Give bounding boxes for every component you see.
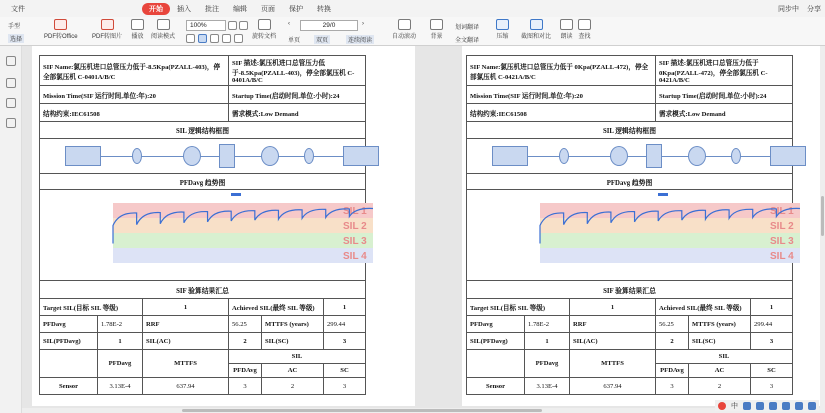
block-diagram: [40, 139, 366, 174]
row-name: Sensor: [40, 378, 98, 395]
col-sub-pfd-header: PFDAvg: [656, 364, 689, 378]
continuous-read-button[interactable]: 连续阅读: [346, 35, 374, 44]
toolbar: [0, 17, 825, 46]
legend-swatch: [658, 193, 668, 196]
flow-block-2: [610, 146, 628, 166]
col-pfd-header: PFDavg: [525, 350, 570, 378]
sil-pfd-label: SIL(PFDavg): [40, 333, 98, 350]
menu-tabs: [142, 3, 338, 15]
sil-sc-label: SIL(SC): [262, 333, 324, 350]
mission-time: Mission Time(SIF 运行时间,单位:年):20: [40, 86, 229, 104]
sif-desc: SIF 描述:氯压机进口总管压力低于-8.5Kpa(PZALL-403)，停全部氯压机 C-0401A/B/C: [229, 56, 366, 86]
sil-band-4: [113, 248, 373, 263]
flow-diagram: [43, 140, 362, 172]
sync-status[interactable]: 同步中: [778, 6, 799, 13]
block-diagram-title: SIL 逻辑结构框图: [40, 122, 366, 139]
sif-name: SIF Name:氯压机进口总管压力低于 0Kpa(PZALL-472)，停全部氯压机 C-0421A/B/C: [467, 56, 656, 86]
emoji-icon[interactable]: [756, 402, 764, 410]
sil-sc-label: SIL(SC): [689, 333, 751, 350]
scissors-icon: [530, 19, 543, 30]
horizontal-scrollbar[interactable]: [22, 408, 825, 413]
vertical-scrollbar[interactable]: [820, 46, 825, 408]
row-sil-pfd: 3: [656, 378, 689, 395]
target-sil-value: 1: [143, 299, 229, 316]
structure-constraint: 结构约束:IEC61508: [40, 104, 229, 122]
demand-mode: 需求模式:Low Demand: [656, 104, 793, 122]
rrf-value: 56.25: [656, 316, 689, 333]
col-sub-pfd-header: PFDAvg: [229, 364, 262, 378]
achieved-sil-value: 1: [324, 299, 366, 316]
single-page-button[interactable]: 单页: [288, 38, 301, 44]
bookmark-icon[interactable]: [6, 78, 16, 88]
flow-block-1: [132, 148, 142, 164]
sil-band-label-1: SIL 1: [770, 206, 794, 217]
row-ac: 2: [689, 378, 751, 395]
sil-band-label-2: SIL 2: [770, 221, 794, 232]
flow-block-2: [183, 146, 201, 166]
sil-band-3: [540, 233, 800, 248]
speaker-icon: [560, 19, 573, 30]
achieved-sil-value: 1: [751, 299, 793, 316]
actual-size-icon[interactable]: [210, 34, 219, 43]
sil-band-3: [113, 233, 373, 248]
zoom-out-icon[interactable]: [239, 21, 248, 30]
sif-table: [39, 55, 366, 395]
pfd-chart: [43, 191, 367, 279]
zoom-select[interactable]: 100%: [186, 20, 226, 31]
flow-block-5: [304, 148, 314, 164]
sil-sc-value: 3: [751, 333, 793, 350]
attachment-icon[interactable]: [6, 98, 16, 108]
fit-width-icon[interactable]: [198, 34, 207, 43]
sil-band-label-4: SIL 4: [343, 251, 367, 262]
fit-page-icon[interactable]: [186, 34, 195, 43]
pdf-page-left: [32, 46, 415, 406]
page-number-input[interactable]: 29/0: [300, 20, 358, 31]
keyboard-icon[interactable]: [782, 402, 790, 410]
mttfs-label: MTTFS (years): [262, 316, 324, 333]
trend-chart-title: PFDavg 趋势图: [467, 174, 793, 190]
legend-swatch: [231, 193, 241, 196]
subsystem-header: [467, 350, 525, 378]
screenshot-button[interactable]: 截图和对比: [521, 19, 551, 40]
columns-icon[interactable]: [234, 34, 243, 43]
trend-chart: [40, 190, 366, 281]
col-pfd-header: PFDavg: [98, 350, 143, 378]
sil-band-4: [540, 248, 800, 263]
rrf-label: RRF: [570, 316, 656, 333]
flow-connector: [500, 156, 790, 157]
menu-tab-6[interactable]: 转换: [317, 5, 331, 13]
sil-band-2: [540, 218, 800, 233]
flow-block-4: [261, 146, 279, 166]
rrf-label: RRF: [143, 316, 229, 333]
flow-diagram: [470, 140, 789, 172]
pdf-icon: [54, 19, 67, 30]
menu-tab-2[interactable]: 批注: [205, 5, 219, 13]
rotate-button[interactable]: 旋转文档: [252, 19, 276, 40]
mttfs-value: 299.44: [324, 316, 366, 333]
next-page-icon[interactable]: ›: [362, 21, 364, 27]
row-mttfs: 637.94: [570, 378, 656, 395]
structure-constraint: 结构约束:IEC61508: [467, 104, 656, 122]
flow-block-3: [219, 144, 235, 168]
startup-time: Startup Time(启动时间,单位:小时):24: [229, 86, 366, 104]
share-button[interactable]: 分享: [807, 6, 821, 13]
read-aloud-button[interactable]: 朗读: [560, 19, 573, 40]
sil-pfd-label: SIL(PFDavg): [467, 333, 525, 350]
table-row: [40, 378, 366, 395]
flow-block-6: [343, 146, 379, 166]
col-sil-header: SIL: [229, 350, 366, 364]
menu-bar: [0, 0, 825, 17]
sync-area: [778, 4, 821, 14]
ime-indicator[interactable]: 中: [731, 402, 738, 410]
col-sc-header: SC: [751, 364, 793, 378]
menu-tab-3[interactable]: 编辑: [233, 5, 247, 13]
summary-title: SIF 验算结果汇总: [467, 281, 793, 299]
flow-connector: [73, 156, 363, 157]
target-sil-label: Target SIL(目标 SIL 等级): [467, 299, 570, 316]
pfd-label: PFDavg: [40, 316, 98, 333]
thumbnail-icon[interactable]: [6, 56, 16, 66]
flow-block-1: [559, 148, 569, 164]
scroll-icon: [398, 19, 411, 30]
pdf-to-office-button[interactable]: PDF转Office: [44, 19, 78, 40]
startup-time: Startup Time(启动时间,单位:小时):24: [656, 86, 793, 104]
double-page-button[interactable]: 双页: [314, 35, 330, 44]
sil-band-2: [113, 218, 373, 233]
block-diagram: [467, 139, 793, 174]
achieved-sil-label: Achieved SIL(最终 SIL 等级): [229, 299, 324, 316]
pfd-trend-svg: [470, 191, 810, 279]
sil-ac-value: 2: [229, 333, 262, 350]
col-sil-header: SIL: [656, 350, 793, 364]
mttfs-label: MTTFS (years): [689, 316, 751, 333]
row-mttfs: 637.94: [143, 378, 229, 395]
flow-block-0: [492, 146, 528, 166]
menu-tab-0[interactable]: 开始: [142, 3, 170, 15]
sil-band-label-3: SIL 3: [770, 236, 794, 247]
mission-time: Mission Time(SIF 运行时间,单位:年):20: [467, 86, 656, 104]
rotate-icon: [258, 19, 271, 30]
sil-sc-value: 3: [324, 333, 366, 350]
search-icon: [578, 19, 591, 30]
flow-block-3: [646, 144, 662, 168]
col-ac-header: AC: [262, 364, 324, 378]
row-pfd: 3.13E-4: [98, 378, 143, 395]
target-sil-value: 1: [570, 299, 656, 316]
signature-icon[interactable]: [6, 118, 16, 128]
target-sil-label: Target SIL(目标 SIL 等级): [40, 299, 143, 316]
sil-pfd-value: 1: [525, 333, 570, 350]
vertical-scroll-thumb[interactable]: [821, 196, 824, 236]
table-row: [467, 378, 793, 395]
flow-block-6: [770, 146, 806, 166]
toolbox-icon[interactable]: [808, 402, 816, 410]
menu-tab-5[interactable]: 保护: [289, 5, 303, 13]
pfd-value: 1.78E-2: [98, 316, 143, 333]
pdf-page-right: [462, 46, 824, 406]
block-diagram-title: SIL 逻辑结构框图: [467, 122, 793, 139]
row-name: Sensor: [467, 378, 525, 395]
sil-ac-label: SIL(AC): [143, 333, 229, 350]
pfd-value: 1.78E-2: [525, 316, 570, 333]
horizontal-scroll-thumb[interactable]: [182, 409, 542, 412]
sil-pfd-value: 1: [98, 333, 143, 350]
prev-page-icon[interactable]: ‹: [288, 21, 290, 27]
skin-icon[interactable]: [795, 402, 803, 410]
auto-scroll-button[interactable]: 自动滚动: [392, 19, 416, 40]
sil-band-label-3: SIL 3: [343, 236, 367, 247]
punctuation-icon[interactable]: [743, 402, 751, 410]
rrf-value: 56.25: [229, 316, 262, 333]
row-sc: 3: [324, 378, 366, 395]
pfd-label: PFDavg: [467, 316, 525, 333]
system-tray: [715, 400, 819, 411]
flow-block-5: [731, 148, 741, 164]
background-icon: [430, 19, 443, 30]
row-ac: 2: [262, 378, 324, 395]
read-mode-button[interactable]: 阅读模式: [151, 19, 175, 40]
sogou-icon[interactable]: [718, 402, 726, 410]
menu-tab-1[interactable]: 插入: [177, 5, 191, 13]
summary-title: SIF 验算结果汇总: [40, 281, 366, 299]
compress-button[interactable]: 压缩: [496, 19, 509, 40]
pfd-chart: [470, 191, 794, 279]
mttfs-value: 299.44: [751, 316, 793, 333]
sil-band-label-1: SIL 1: [343, 206, 367, 217]
sif-desc: SIF 描述:氯压机进口总管压力低于 0Kpa(PZALL-472)，停全部氯压机 C-0421A/B/C: [656, 56, 793, 86]
sil-band-label-4: SIL 4: [770, 251, 794, 262]
file-menu[interactable]: 文件: [11, 5, 25, 13]
row-sc: 3: [751, 378, 793, 395]
col-ac-header: AC: [689, 364, 751, 378]
mic-icon[interactable]: [769, 402, 777, 410]
trend-chart: [467, 190, 793, 281]
select-tool[interactable]: 选择: [8, 34, 24, 43]
flow-block-0: [65, 146, 101, 166]
pfd-trend-svg: [43, 191, 383, 279]
col-mttfs-header: MTTFS: [143, 350, 229, 378]
menu-tab-4[interactable]: 页面: [261, 5, 275, 13]
left-sidebar: [0, 46, 22, 413]
background-button[interactable]: 背景: [430, 19, 443, 40]
sil-ac-label: SIL(AC): [570, 333, 656, 350]
col-mttfs-header: MTTFS: [570, 350, 656, 378]
hand-tool[interactable]: 手型: [8, 24, 21, 30]
compress-icon: [496, 19, 509, 30]
row-sil-pfd: 3: [229, 378, 262, 395]
row-pfd: 3.13E-4: [525, 378, 570, 395]
sif-name: SIF Name:氯压机进口总管压力低于-8.5Kpa(PZALL-403)，停全部氯压机 C-0401A/B/C: [40, 56, 229, 86]
demand-mode: 需求模式:Low Demand: [229, 104, 366, 122]
translate-word-button[interactable]: 划词翻译: [455, 25, 480, 31]
col-sc-header: SC: [324, 364, 366, 378]
find-button[interactable]: 查找: [578, 19, 591, 40]
achieved-sil-label: Achieved SIL(最终 SIL 等级): [656, 299, 751, 316]
image-icon: [101, 19, 114, 30]
trend-chart-title: PFDavg 趋势图: [40, 174, 366, 190]
book-icon: [157, 19, 170, 30]
pdf-to-image-button[interactable]: PDF转图片: [92, 19, 122, 40]
subsystem-header: [40, 350, 98, 378]
sil-band-label-2: SIL 2: [343, 221, 367, 232]
play-icon: [131, 19, 144, 30]
flow-block-4: [688, 146, 706, 166]
play-button[interactable]: 播放: [131, 19, 144, 40]
translate-full-button[interactable]: 全文翻译: [455, 38, 480, 44]
zoom-in-icon[interactable]: [228, 21, 237, 30]
grid-icon[interactable]: [222, 34, 231, 43]
sil-ac-value: 2: [656, 333, 689, 350]
sif-table: [466, 55, 793, 395]
